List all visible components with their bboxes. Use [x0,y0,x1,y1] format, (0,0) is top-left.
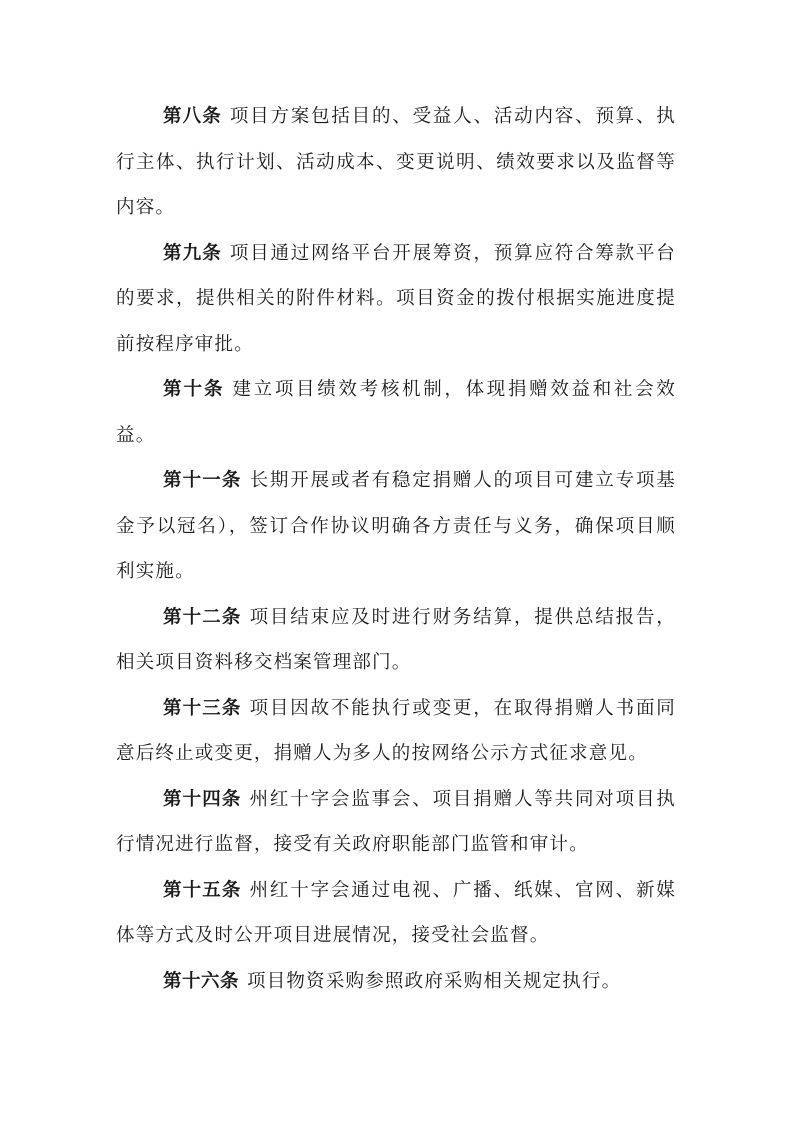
article-title: 第十三条 [163,697,242,719]
article-14 [116,777,676,868]
article-title: 第十六条 [163,970,240,992]
article-text: 项目通过网络平台开展筹资，预算应符合筹款平台的要求，提供相关的附件材料。项目资金的拨付根据实施进度提前按程序审批。 [116,242,676,355]
article-9 [116,231,676,368]
article-text: 项目物资采购参照政府采购相关规定执行。 [247,970,622,992]
article-text: 建立项目绩效考核机制，体现捐赠效益和社会效益。 [116,379,676,446]
article-text: 长期开展或者有稳定捐赠人的项目可建立专项基金予以冠名），签订合作协议明确各方责任与义务，确保项目顺利实施。 [116,470,676,582]
article-text: 州红十字会监事会、项目捐赠人等共同对项目执行情况进行监督，接受有关政府职能部门监管和审计。 [116,788,676,855]
article-text: 项目因故不能执行或变更，在取得捐赠人书面同意后终止或变更，捐赠人为多人的按网络公示方式征求意见。 [116,697,676,764]
article-title: 第十五条 [163,879,242,901]
article-title: 第十二条 [163,606,242,628]
article-13 [116,686,676,777]
document-body [116,94,676,1004]
article-text: 项目结束应及时进行财务结算，提供总结报告，相关项目资料移交档案管理部门。 [116,606,676,673]
article-title: 第八条 [163,106,222,127]
article-15 [116,868,676,959]
article-11 [116,458,676,595]
article-10 [116,367,676,458]
article-text: 州红十字会通过电视、广播、纸媒、官网、新媒体等方式及时公开项目进展情况，接受社会监督。 [116,879,676,946]
article-title: 第九条 [163,242,222,264]
article-16 [116,959,676,1005]
article-text: 项目方案包括目的、受益人、活动内容、预算、执行主体、执行计划、活动成本、变更说明、绩效要求以及监督等内容。 [116,106,676,218]
article-title: 第十四条 [163,788,242,810]
article-8 [116,94,676,231]
article-title: 第十条 [163,379,225,400]
article-title: 第十一条 [163,470,242,491]
article-12 [116,595,676,686]
